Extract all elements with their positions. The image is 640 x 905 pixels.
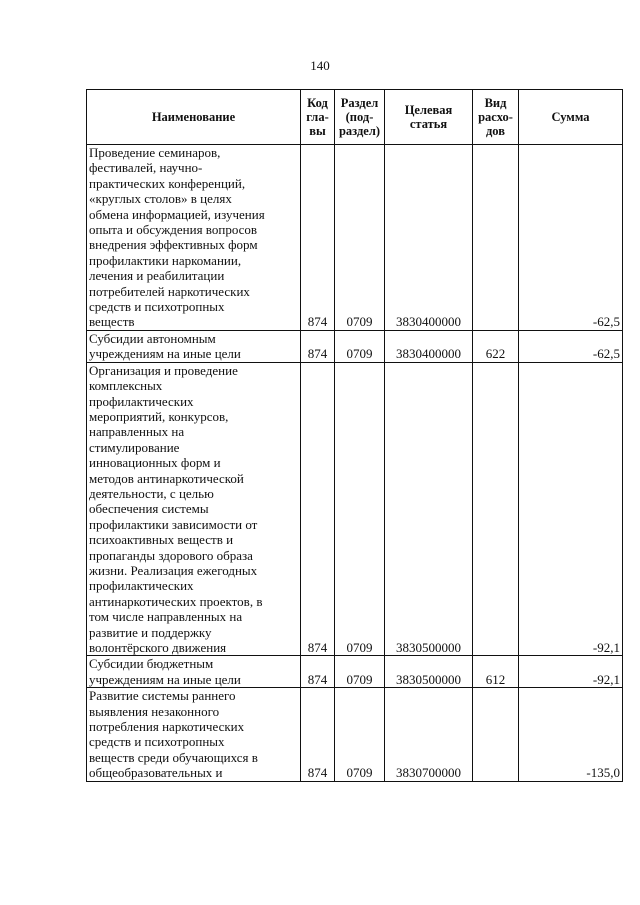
- cell-name: [87, 656, 301, 688]
- header-section-line: раздел): [338, 124, 381, 138]
- cell-name-line: комплексных: [89, 378, 163, 394]
- cell-section: 0709: [335, 688, 385, 781]
- cell-name-line: Проведение семинаров,: [89, 145, 221, 160]
- table-row: [87, 656, 623, 688]
- cell-target-item: 3830400000: [385, 145, 473, 331]
- cell-name-line: веществ среди обучающихся в: [89, 749, 258, 765]
- table-row: [87, 330, 623, 362]
- cell-name-line: практических конференций,: [89, 175, 246, 191]
- cell-name-line: профилактических: [89, 393, 194, 409]
- cell-target-item: 3830500000: [385, 656, 473, 688]
- table-row: [87, 362, 623, 656]
- cell-name-line: антинаркотических проектов, в: [89, 593, 263, 609]
- cell-name-line: «круглых столов» в целях: [89, 191, 232, 207]
- cell-name-line: профилактики зависимости от: [89, 516, 258, 532]
- cell-expense-type: 622: [473, 330, 519, 362]
- cell-name-line: Развитие системы раннего: [89, 688, 236, 704]
- cell-chapter-code: 874: [301, 688, 335, 781]
- cell-name: [87, 362, 301, 656]
- cell-name-line: выявления незаконного: [89, 703, 220, 719]
- cell-amount: -92,1: [519, 656, 623, 688]
- cell-section: 0709: [335, 330, 385, 362]
- cell-name-line: методов антинаркотической: [89, 470, 244, 486]
- cell-name-line: инновационных форм и: [89, 455, 221, 471]
- header-section-line: Раздел: [340, 96, 379, 110]
- cell-section: 0709: [335, 656, 385, 688]
- cell-name-line: веществ: [89, 314, 135, 330]
- cell-name-line: пропаганды здорового образа: [89, 547, 253, 563]
- cell-section: 0709: [335, 145, 385, 331]
- header-target-item-line: Целевая: [404, 103, 453, 117]
- cell-name-line: учреждениям на иные цели: [89, 346, 241, 362]
- cell-name-line: внедрения эффективных форм: [89, 237, 258, 253]
- header-target-item: [385, 90, 473, 145]
- cell-name: [87, 145, 301, 331]
- cell-name-line: психоактивных веществ и: [89, 532, 234, 548]
- cell-chapter-code: 874: [301, 330, 335, 362]
- cell-name-line: обеспечения системы: [89, 501, 209, 517]
- cell-name-line: деятельности, с целью: [89, 485, 214, 501]
- cell-amount: -135,0: [519, 688, 623, 781]
- cell-expense-type: [473, 145, 519, 331]
- cell-name-line: учреждениям на иные цели: [89, 671, 241, 687]
- header-expense-type-line: расхо-: [478, 110, 513, 124]
- cell-name-line: Организация и проведение: [89, 362, 238, 378]
- header-chapter-code-line: Код: [307, 96, 328, 110]
- cell-name-line: направленных на: [89, 424, 185, 440]
- header-chapter-code-line: вы: [309, 124, 326, 138]
- cell-name-line: мероприятий, конкурсов,: [89, 408, 229, 424]
- table-header-row: [87, 90, 623, 145]
- cell-target-item: 3830700000: [385, 688, 473, 781]
- cell-name-line: волонтёрского движения: [89, 640, 227, 655]
- header-expense-type-line: Вид: [484, 96, 507, 110]
- cell-chapter-code: 874: [301, 362, 335, 656]
- cell-chapter-code: 874: [301, 145, 335, 331]
- cell-chapter-code: 874: [301, 656, 335, 688]
- cell-name-line: потребления наркотических: [89, 719, 245, 735]
- cell-name-line: опыта и обсуждения вопросов: [89, 222, 258, 238]
- cell-name-line: жизни. Реализация ежегодных: [89, 562, 258, 578]
- cell-name-line: лечения и реабилитации: [89, 268, 225, 284]
- cell-name-line: общеобразовательных и: [89, 765, 223, 781]
- budget-table: [86, 89, 623, 782]
- cell-name-line: Субсидии бюджетным: [89, 656, 214, 672]
- cell-name-line: стимулирование: [89, 439, 180, 455]
- cell-target-item: 3830500000: [385, 362, 473, 656]
- header-section: [335, 90, 385, 145]
- cell-name-line: профилактики наркомании,: [89, 252, 242, 268]
- table-row: [87, 688, 623, 781]
- header-expense-type: [473, 90, 519, 145]
- cell-expense-type: [473, 362, 519, 656]
- cell-name-line: фестивалей, научно-: [89, 160, 203, 176]
- header-target-item-line: статья: [409, 117, 448, 131]
- cell-target-item: 3830400000: [385, 330, 473, 362]
- header-name: Наименование: [87, 90, 301, 145]
- cell-amount: -62,5: [519, 145, 623, 331]
- page-number: 140: [310, 58, 330, 73]
- table-row: [87, 145, 623, 331]
- cell-name: [87, 330, 301, 362]
- cell-amount: -62,5: [519, 330, 623, 362]
- cell-name-line: средств и психотропных: [89, 734, 225, 750]
- cell-name-line: профилактических: [89, 578, 194, 594]
- header-expense-type-line: дов: [485, 124, 505, 138]
- cell-expense-type: 612: [473, 656, 519, 688]
- header-amount: Сумма: [519, 90, 623, 145]
- header-section-line: (под-: [345, 110, 374, 124]
- cell-name: [87, 688, 301, 781]
- cell-amount: -92,1: [519, 362, 623, 656]
- table-body: [87, 145, 623, 782]
- cell-name-line: Субсидии автономным: [89, 330, 216, 346]
- cell-name-line: обмена информацией, изучения: [89, 206, 265, 222]
- cell-name-line: развитие и поддержку: [89, 624, 212, 640]
- cell-name-line: потребителей наркотических: [89, 283, 250, 299]
- cell-expense-type: [473, 688, 519, 781]
- cell-name-line: том числе направленных на: [89, 609, 243, 625]
- header-chapter-code: [301, 90, 335, 145]
- header-chapter-code-line: гла-: [306, 110, 329, 124]
- cell-name-line: средств и психотропных: [89, 299, 225, 315]
- cell-section: 0709: [335, 362, 385, 656]
